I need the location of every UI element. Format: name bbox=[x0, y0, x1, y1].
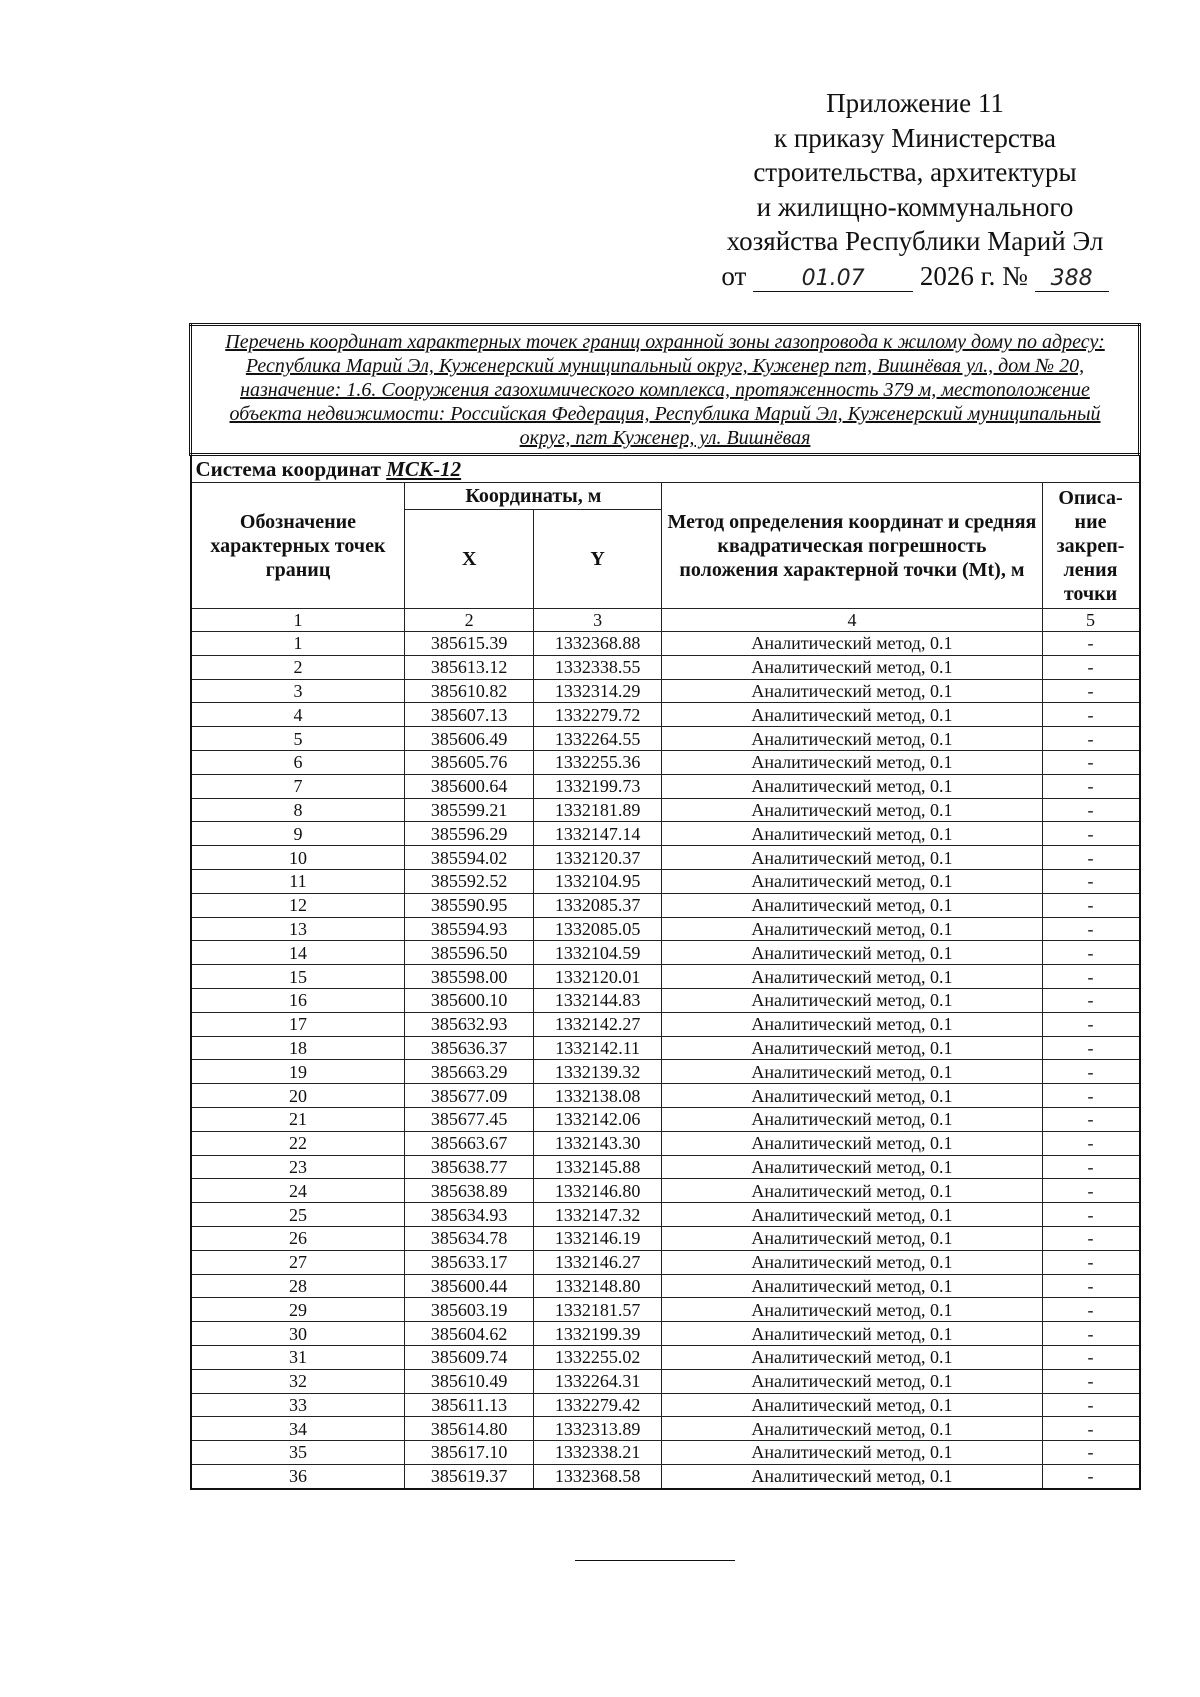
cell-point-number: 13 bbox=[191, 917, 405, 941]
header-line-housing: и жилищно-коммунального bbox=[756, 191, 1074, 222]
cell-point-number: 22 bbox=[191, 1131, 405, 1155]
cell-point-number: 9 bbox=[191, 822, 405, 846]
cell-fixing-description: - bbox=[1042, 1464, 1139, 1488]
cell-method: Аналитический метод, 0.1 bbox=[662, 1203, 1042, 1227]
cell-coord-y: 1332199.73 bbox=[533, 774, 661, 798]
cell-fixing-description: - bbox=[1042, 703, 1139, 727]
cell-point-number: 14 bbox=[191, 941, 405, 965]
cell-point-number: 20 bbox=[191, 1084, 405, 1108]
header-line-order: к приказу Министерства bbox=[773, 122, 1057, 153]
cell-coord-y: 1332138.08 bbox=[533, 1084, 661, 1108]
cell-coord-x: 385609.74 bbox=[405, 1345, 533, 1369]
table-row bbox=[191, 822, 1140, 846]
header-y: Y bbox=[533, 510, 661, 609]
cell-coord-y: 1332120.01 bbox=[533, 965, 661, 989]
table-row bbox=[191, 1060, 1140, 1084]
cell-point-number: 35 bbox=[191, 1441, 405, 1465]
cell-point-number: 18 bbox=[191, 1036, 405, 1060]
table-row bbox=[191, 1322, 1140, 1346]
cell-coord-y: 1332368.58 bbox=[533, 1464, 661, 1488]
cell-coord-y: 1332142.11 bbox=[533, 1036, 661, 1060]
cell-fixing-description: - bbox=[1042, 1226, 1139, 1250]
cell-coord-x: 385615.39 bbox=[405, 632, 533, 656]
cell-coord-y: 1332313.89 bbox=[533, 1417, 661, 1441]
cell-fixing-description: - bbox=[1042, 1155, 1139, 1179]
cell-coord-y: 1332104.95 bbox=[533, 869, 661, 893]
table-row bbox=[191, 798, 1140, 822]
cell-fixing-description: - bbox=[1042, 1441, 1139, 1465]
cell-fixing-description: - bbox=[1042, 798, 1139, 822]
cell-fixing-description: - bbox=[1042, 869, 1139, 893]
cell-fixing-description: - bbox=[1042, 1131, 1139, 1155]
cell-point-number: 30 bbox=[191, 1322, 405, 1346]
cell-fixing-description: - bbox=[1042, 1369, 1139, 1393]
cell-fixing-description: - bbox=[1042, 1179, 1139, 1203]
table-row bbox=[191, 1012, 1140, 1036]
cell-method: Аналитический метод, 0.1 bbox=[662, 655, 1042, 679]
cell-method: Аналитический метод, 0.1 bbox=[662, 1155, 1042, 1179]
cell-coord-x: 385619.37 bbox=[405, 1464, 533, 1488]
cell-fixing-description: - bbox=[1042, 1417, 1139, 1441]
table-row bbox=[191, 1298, 1140, 1322]
table-row bbox=[191, 727, 1140, 751]
table-row bbox=[191, 1250, 1140, 1274]
cell-method: Аналитический метод, 0.1 bbox=[662, 1012, 1042, 1036]
header-coordinates: Координаты, м bbox=[405, 483, 662, 510]
cell-method: Аналитический метод, 0.1 bbox=[662, 1393, 1042, 1417]
cell-fixing-description: - bbox=[1042, 893, 1139, 917]
cell-method: Аналитический метод, 0.1 bbox=[662, 798, 1042, 822]
cell-fixing-description: - bbox=[1042, 941, 1139, 965]
cell-point-number: 3 bbox=[191, 679, 405, 703]
cell-method: Аналитический метод, 0.1 bbox=[662, 893, 1042, 917]
column-number: 3 bbox=[533, 609, 661, 632]
cell-method: Аналитический метод, 0.1 bbox=[662, 869, 1042, 893]
cell-coord-y: 1332279.42 bbox=[533, 1393, 661, 1417]
system-row bbox=[191, 455, 1140, 483]
cell-fixing-description: - bbox=[1042, 655, 1139, 679]
header-method: Метод определения координат и средняя квадратическая погрешность положения характерной точки (Mt), м bbox=[662, 483, 1042, 609]
cell-coord-x: 385611.13 bbox=[405, 1393, 533, 1417]
cell-coord-y: 1332139.32 bbox=[533, 1060, 661, 1084]
cell-fixing-description: - bbox=[1042, 1203, 1139, 1227]
cell-fixing-description: - bbox=[1042, 1393, 1139, 1417]
cell-point-number: 12 bbox=[191, 893, 405, 917]
header-designation: Обозначение характерных точек границ bbox=[191, 483, 405, 609]
cell-coord-y: 1332338.21 bbox=[533, 1441, 661, 1465]
cell-coord-y: 1332146.19 bbox=[533, 1226, 661, 1250]
order-number-handwritten: 388 bbox=[1035, 267, 1109, 292]
cell-coord-y: 1332145.88 bbox=[533, 1155, 661, 1179]
cell-point-number: 24 bbox=[191, 1179, 405, 1203]
cell-method: Аналитический метод, 0.1 bbox=[662, 727, 1042, 751]
cell-coord-y: 1332142.27 bbox=[533, 1012, 661, 1036]
cell-fixing-description: - bbox=[1042, 1060, 1139, 1084]
cell-method: Аналитический метод, 0.1 bbox=[662, 1226, 1042, 1250]
table-row bbox=[191, 774, 1140, 798]
cell-point-number: 11 bbox=[191, 869, 405, 893]
cell-coord-y: 1332146.80 bbox=[533, 1179, 661, 1203]
table-row bbox=[191, 1155, 1140, 1179]
table-row bbox=[191, 1345, 1140, 1369]
cell-coord-y: 1332279.72 bbox=[533, 703, 661, 727]
cell-fixing-description: - bbox=[1042, 1012, 1139, 1036]
cell-point-number: 31 bbox=[191, 1345, 405, 1369]
cell-coord-y: 1332181.89 bbox=[533, 798, 661, 822]
cell-coord-y: 1332264.55 bbox=[533, 727, 661, 751]
cell-fixing-description: - bbox=[1042, 1250, 1139, 1274]
cell-coord-y: 1332146.27 bbox=[533, 1250, 661, 1274]
cell-coord-x: 385596.29 bbox=[405, 822, 533, 846]
year-number-label: 2026 г. № bbox=[919, 260, 1028, 291]
table-row bbox=[191, 1084, 1140, 1108]
cell-coord-x: 385598.00 bbox=[405, 965, 533, 989]
cell-coord-y: 1332104.59 bbox=[533, 941, 661, 965]
table-title: Перечень координат характерных точек границ охранной зоны газопровода к жилому дому по адресу: Республика Марий Эл, Куженерский муниципальный округ, Куженер пгт, Вишнёвая ул., дом № 20, назначение: 1.6. Сооружения газохимического комплекса, протяженность 379 м, местоположение объекта недвижимости: Российская Федерация, Республика Марий Эл, Куженерский муниципальный округ, пгт Куженер, ул. Вишнёвая bbox=[191, 325, 1140, 455]
table-row bbox=[191, 893, 1140, 917]
cell-method: Аналитический метод, 0.1 bbox=[662, 1298, 1042, 1322]
cell-coord-x: 385633.17 bbox=[405, 1250, 533, 1274]
cell-fixing-description: - bbox=[1042, 917, 1139, 941]
table-row bbox=[191, 703, 1140, 727]
table-row bbox=[191, 1464, 1140, 1488]
header-line-ministry: строительства, архитектуры bbox=[753, 157, 1077, 187]
table-row bbox=[191, 941, 1140, 965]
column-number: 5 bbox=[1042, 609, 1139, 632]
header-description: Описа-ние закреп-ления точки bbox=[1042, 483, 1139, 609]
cell-method: Аналитический метод, 0.1 bbox=[662, 1107, 1042, 1131]
column-number: 4 bbox=[662, 609, 1042, 632]
cell-point-number: 5 bbox=[191, 727, 405, 751]
cell-coord-x: 385607.13 bbox=[405, 703, 533, 727]
cell-coord-x: 385638.77 bbox=[405, 1155, 533, 1179]
cell-method: Аналитический метод, 0.1 bbox=[662, 1084, 1042, 1108]
cell-point-number: 32 bbox=[191, 1369, 405, 1393]
cell-fixing-description: - bbox=[1042, 1107, 1139, 1131]
cell-coord-x: 385610.82 bbox=[405, 679, 533, 703]
cell-fixing-description: - bbox=[1042, 1322, 1139, 1346]
cell-fixing-description: - bbox=[1042, 727, 1139, 751]
cell-method: Аналитический метод, 0.1 bbox=[662, 1441, 1042, 1465]
cell-point-number: 1 bbox=[191, 632, 405, 656]
title-row bbox=[191, 325, 1140, 455]
cell-coord-y: 1332368.88 bbox=[533, 632, 661, 656]
cell-coord-x: 385606.49 bbox=[405, 727, 533, 751]
header-line-appendix: Приложение 11 bbox=[826, 88, 1004, 118]
cell-coord-x: 385605.76 bbox=[405, 750, 533, 774]
cell-method: Аналитический метод, 0.1 bbox=[662, 703, 1042, 727]
cell-point-number: 25 bbox=[191, 1203, 405, 1227]
cell-coord-x: 385617.10 bbox=[405, 1441, 533, 1465]
cell-method: Аналитический метод, 0.1 bbox=[662, 846, 1042, 870]
table-row bbox=[191, 750, 1140, 774]
cell-method: Аналитический метод, 0.1 bbox=[662, 941, 1042, 965]
table-row bbox=[191, 1179, 1140, 1203]
table-row bbox=[191, 846, 1140, 870]
cell-coord-y: 1332147.32 bbox=[533, 1203, 661, 1227]
cell-point-number: 21 bbox=[191, 1107, 405, 1131]
cell-coord-y: 1332199.39 bbox=[533, 1322, 661, 1346]
cell-coord-x: 385634.93 bbox=[405, 1203, 533, 1227]
table-row bbox=[191, 1226, 1140, 1250]
cell-point-number: 6 bbox=[191, 750, 405, 774]
table-row bbox=[191, 988, 1140, 1012]
cell-coord-x: 385603.19 bbox=[405, 1298, 533, 1322]
table-row bbox=[191, 1036, 1140, 1060]
cell-coord-x: 385614.80 bbox=[405, 1417, 533, 1441]
cell-point-number: 10 bbox=[191, 846, 405, 870]
column-number: 1 bbox=[191, 609, 405, 632]
header-row-1 bbox=[191, 483, 1140, 510]
cell-point-number: 23 bbox=[191, 1155, 405, 1179]
coordinate-system-value: МСК-12 bbox=[386, 457, 462, 481]
table-row bbox=[191, 1131, 1140, 1155]
table-row bbox=[191, 1107, 1140, 1131]
cell-method: Аналитический метод, 0.1 bbox=[662, 988, 1042, 1012]
cell-coord-x: 385600.10 bbox=[405, 988, 533, 1012]
cell-fixing-description: - bbox=[1042, 1298, 1139, 1322]
cell-fixing-description: - bbox=[1042, 988, 1139, 1012]
cell-coord-y: 1332085.05 bbox=[533, 917, 661, 941]
cell-coord-y: 1332144.83 bbox=[533, 988, 661, 1012]
cell-coord-y: 1332338.55 bbox=[533, 655, 661, 679]
cell-fixing-description: - bbox=[1042, 1036, 1139, 1060]
cell-method: Аналитический метод, 0.1 bbox=[662, 1250, 1042, 1274]
cell-method: Аналитический метод, 0.1 bbox=[662, 917, 1042, 941]
cell-point-number: 29 bbox=[191, 1298, 405, 1322]
cell-method: Аналитический метод, 0.1 bbox=[662, 1464, 1042, 1488]
cell-coord-x: 385592.52 bbox=[405, 869, 533, 893]
table-row bbox=[191, 1203, 1140, 1227]
coordinate-system-label: Система координат bbox=[195, 457, 381, 481]
cell-coord-y: 1332255.36 bbox=[533, 750, 661, 774]
date-handwritten: 01.07 bbox=[753, 267, 913, 292]
cell-coord-x: 385599.21 bbox=[405, 798, 533, 822]
column-number-row bbox=[191, 609, 1140, 632]
cell-coord-x: 385594.02 bbox=[405, 846, 533, 870]
table-row bbox=[191, 1441, 1140, 1465]
table-row bbox=[191, 679, 1140, 703]
appendix-header bbox=[690, 86, 1140, 293]
cell-method: Аналитический метод, 0.1 bbox=[662, 1131, 1042, 1155]
table-row bbox=[191, 1417, 1140, 1441]
table-row bbox=[191, 917, 1140, 941]
cell-coord-y: 1332255.02 bbox=[533, 1345, 661, 1369]
cell-coord-y: 1332181.57 bbox=[533, 1298, 661, 1322]
cell-fixing-description: - bbox=[1042, 679, 1139, 703]
cell-coord-x: 385610.49 bbox=[405, 1369, 533, 1393]
cell-coord-y: 1332148.80 bbox=[533, 1274, 661, 1298]
cell-coord-x: 385663.29 bbox=[405, 1060, 533, 1084]
cell-point-number: 28 bbox=[191, 1274, 405, 1298]
cell-coord-y: 1332085.37 bbox=[533, 893, 661, 917]
table-row bbox=[191, 1274, 1140, 1298]
cell-coord-x: 385600.44 bbox=[405, 1274, 533, 1298]
cell-fixing-description: - bbox=[1042, 774, 1139, 798]
cell-coord-x: 385632.93 bbox=[405, 1012, 533, 1036]
cell-fixing-description: - bbox=[1042, 846, 1139, 870]
date-prefix: от bbox=[721, 260, 747, 291]
cell-fixing-description: - bbox=[1042, 965, 1139, 989]
cell-point-number: 15 bbox=[191, 965, 405, 989]
cell-fixing-description: - bbox=[1042, 632, 1139, 656]
table-row bbox=[191, 632, 1140, 656]
cell-coord-x: 385600.64 bbox=[405, 774, 533, 798]
cell-coord-x: 385636.37 bbox=[405, 1036, 533, 1060]
cell-method: Аналитический метод, 0.1 bbox=[662, 1179, 1042, 1203]
cell-fixing-description: - bbox=[1042, 1084, 1139, 1108]
cell-point-number: 27 bbox=[191, 1250, 405, 1274]
cell-point-number: 26 bbox=[191, 1226, 405, 1250]
cell-method: Аналитический метод, 0.1 bbox=[662, 822, 1042, 846]
cell-method: Аналитический метод, 0.1 bbox=[662, 774, 1042, 798]
column-number: 2 bbox=[405, 609, 533, 632]
cell-fixing-description: - bbox=[1042, 750, 1139, 774]
cell-point-number: 17 bbox=[191, 1012, 405, 1036]
table-row bbox=[191, 1393, 1140, 1417]
cell-point-number: 8 bbox=[191, 798, 405, 822]
cell-method: Аналитический метод, 0.1 bbox=[662, 1274, 1042, 1298]
cell-coord-x: 385663.67 bbox=[405, 1131, 533, 1155]
cell-coord-x: 385590.95 bbox=[405, 893, 533, 917]
header-line-republic: хозяйства Республики Марий Эл bbox=[726, 226, 1104, 256]
cell-coord-y: 1332264.31 bbox=[533, 1369, 661, 1393]
header-x: X bbox=[405, 510, 533, 609]
cell-point-number: 16 bbox=[191, 988, 405, 1012]
cell-coord-x: 385634.78 bbox=[405, 1226, 533, 1250]
cell-method: Аналитический метод, 0.1 bbox=[662, 1036, 1042, 1060]
table-row bbox=[191, 869, 1140, 893]
cell-fixing-description: - bbox=[1042, 1345, 1139, 1369]
cell-method: Аналитический метод, 0.1 bbox=[662, 1369, 1042, 1393]
cell-coord-x: 385604.62 bbox=[405, 1322, 533, 1346]
cell-fixing-description: - bbox=[1042, 1274, 1139, 1298]
cell-fixing-description: - bbox=[1042, 822, 1139, 846]
cell-method: Аналитический метод, 0.1 bbox=[662, 679, 1042, 703]
table-row bbox=[191, 965, 1140, 989]
coordinates-table bbox=[189, 323, 1141, 1490]
cell-coord-y: 1332147.14 bbox=[533, 822, 661, 846]
cell-method: Аналитический метод, 0.1 bbox=[662, 965, 1042, 989]
cell-point-number: 7 bbox=[191, 774, 405, 798]
coordinate-system bbox=[191, 455, 1140, 483]
cell-coord-x: 385613.12 bbox=[405, 655, 533, 679]
cell-method: Аналитический метод, 0.1 bbox=[662, 1345, 1042, 1369]
table-row bbox=[191, 655, 1140, 679]
cell-method: Аналитический метод, 0.1 bbox=[662, 632, 1042, 656]
cell-point-number: 2 bbox=[191, 655, 405, 679]
table-row bbox=[191, 1369, 1140, 1393]
cell-coord-y: 1332142.06 bbox=[533, 1107, 661, 1131]
cell-method: Аналитический метод, 0.1 bbox=[662, 1417, 1042, 1441]
cell-point-number: 4 bbox=[191, 703, 405, 727]
cell-coord-y: 1332143.30 bbox=[533, 1131, 661, 1155]
cell-method: Аналитический метод, 0.1 bbox=[662, 750, 1042, 774]
cell-point-number: 34 bbox=[191, 1417, 405, 1441]
cell-point-number: 33 bbox=[191, 1393, 405, 1417]
cell-coord-x: 385596.50 bbox=[405, 941, 533, 965]
cell-coord-y: 1332120.37 bbox=[533, 846, 661, 870]
cell-coord-x: 385594.93 bbox=[405, 917, 533, 941]
cell-method: Аналитический метод, 0.1 bbox=[662, 1060, 1042, 1084]
footer-divider bbox=[575, 1560, 735, 1561]
cell-point-number: 36 bbox=[191, 1464, 405, 1488]
cell-coord-x: 385638.89 bbox=[405, 1179, 533, 1203]
cell-coord-y: 1332314.29 bbox=[533, 679, 661, 703]
cell-method: Аналитический метод, 0.1 bbox=[662, 1322, 1042, 1346]
cell-coord-x: 385677.45 bbox=[405, 1107, 533, 1131]
cell-point-number: 19 bbox=[191, 1060, 405, 1084]
cell-coord-x: 385677.09 bbox=[405, 1084, 533, 1108]
header-date-line bbox=[690, 259, 1140, 294]
